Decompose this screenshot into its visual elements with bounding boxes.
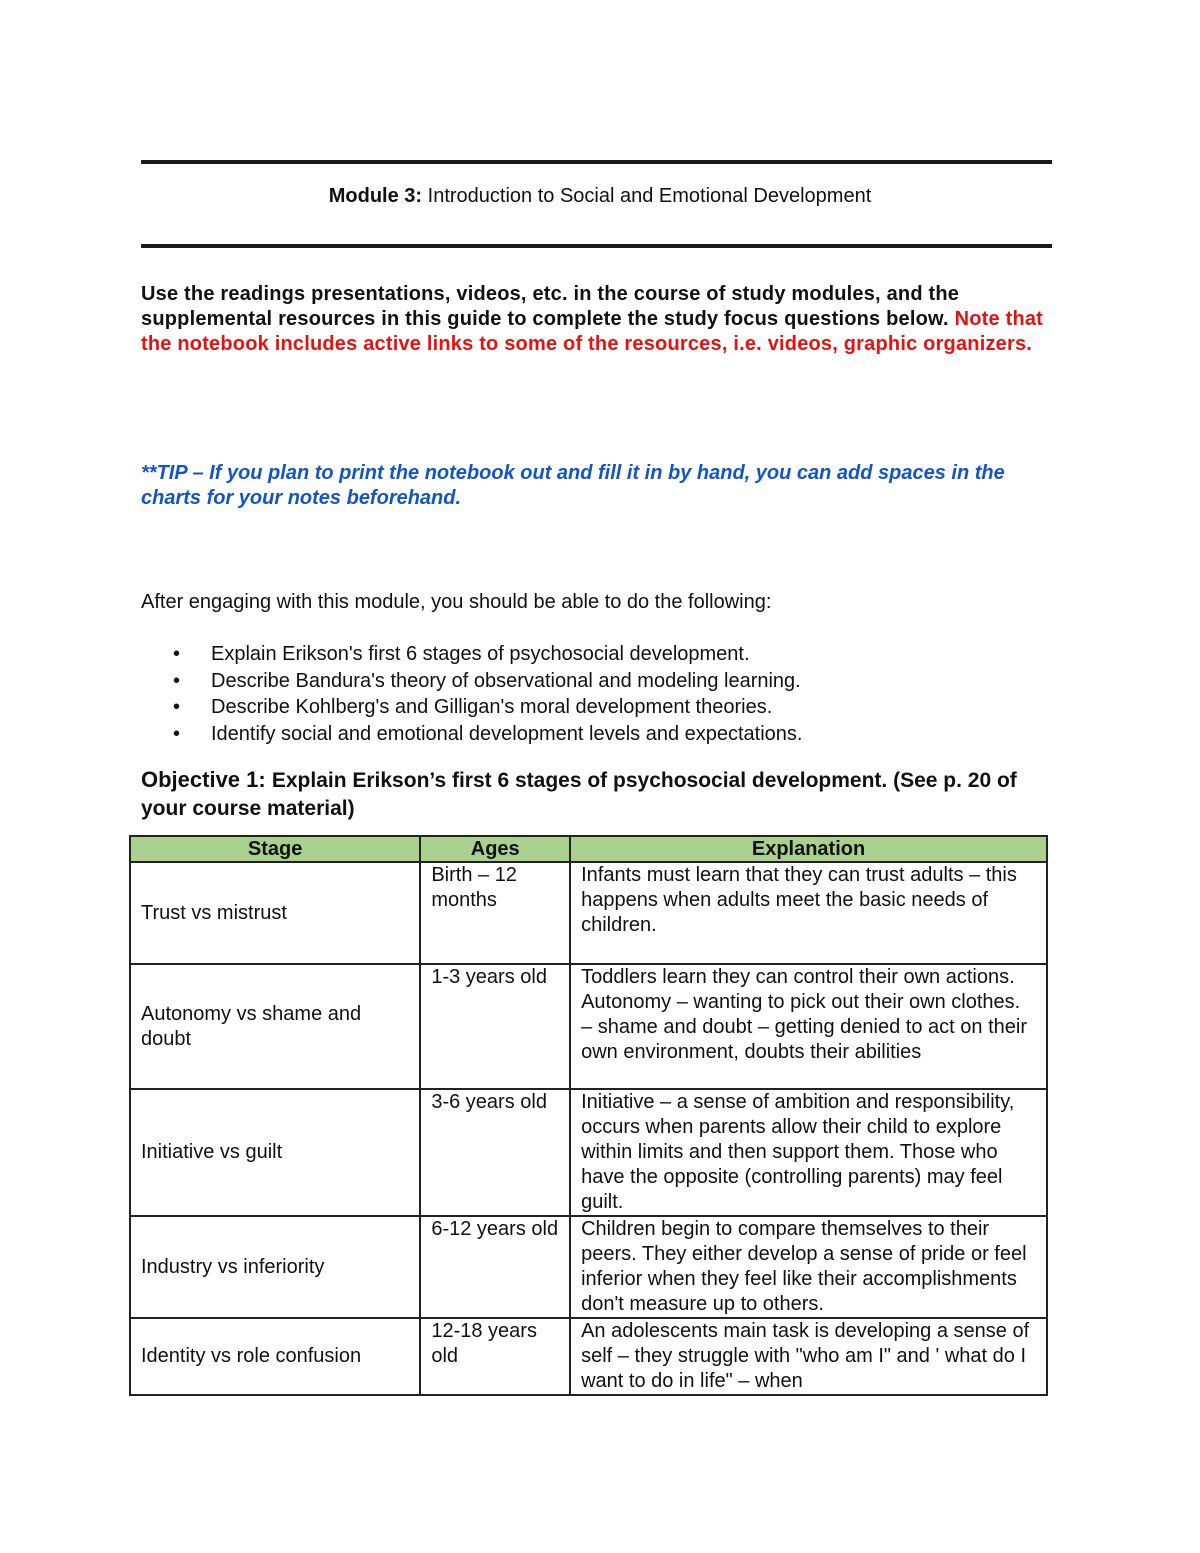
objective-1-heading — [141, 766, 1061, 823]
table-header-row — [130, 836, 1047, 862]
list-item: • Describe Kohlberg's and Gilligan's moral development theories. — [141, 694, 802, 721]
header-rule-top — [141, 160, 1052, 164]
stage-cell: Industry vs inferiority — [130, 1216, 420, 1318]
ages-cell: 1-3 years old — [420, 964, 570, 1089]
explanation-cell: An adolescents main task is developing a sense of self – they struggle with "who am I" and ' what do I want to do in life" – when — [570, 1318, 1047, 1395]
objectives-list — [141, 641, 802, 747]
erikson-stages-table — [129, 835, 1048, 1396]
explanation-cell: Infants must learn that they can trust adults – this happens when adults meet the basic needs of children. — [570, 862, 1047, 964]
tip-paragraph: **TIP – If you plan to print the notebook out and fill it in by hand, you can add spaces in the charts for your notes beforehand. — [141, 462, 1005, 509]
table-row — [130, 964, 1047, 1089]
column-header-ages: Ages — [420, 836, 570, 862]
ages-cell: 12-18 years old — [420, 1318, 570, 1395]
column-header-explanation: Explanation — [570, 836, 1047, 862]
objective-1-text: Explain Erikson’s first 6 stages of psychosocial development. (See p. 20 of your course material) — [141, 769, 1017, 820]
table-row — [130, 1089, 1047, 1216]
table-row — [130, 1216, 1047, 1318]
objective-1-label: Objective 1: — [141, 767, 272, 792]
header-rule-bottom — [141, 244, 1052, 248]
bullet-icon: • — [173, 669, 181, 692]
module-title — [0, 184, 1200, 208]
table-row — [130, 862, 1047, 964]
module-title-text: Introduction to Social and Emotional Development — [422, 185, 872, 207]
column-header-stage: Stage — [130, 836, 420, 862]
ages-cell: 3-6 years old — [420, 1089, 570, 1216]
explanation-cell: Children begin to compare themselves to their peers. They either develop a sense of pride or feel inferior when they feel like their accomplishments don't measure up to others. — [570, 1216, 1047, 1318]
intro-text: Use the readings presentations, videos, etc. in the course of study modules, and the supplemental resources in this guide to complete the study focus questions below. — [141, 283, 960, 330]
explanation-cell: Toddlers learn they can control their own actions. Autonomy – wanting to pick out their own clothes. – shame and doubt – getting denied to act on their own environment, doubts their abilities — [570, 964, 1047, 1089]
stage-cell: Identity vs role confusion — [130, 1318, 420, 1395]
list-item: • Identify social and emotional development levels and expectations. — [141, 721, 802, 748]
list-item: • Describe Bandura's theory of observational and modeling learning. — [141, 668, 802, 695]
bullet-icon: • — [173, 722, 181, 745]
list-item: • Explain Erikson's first 6 stages of psychosocial development. — [141, 641, 802, 668]
intro-paragraph — [141, 282, 1056, 357]
bullet-icon: • — [173, 643, 181, 665]
ages-cell: Birth – 12 months — [420, 862, 570, 964]
intro-note-red: Note that the notebook includes active links to some of the resources, i.e. videos, graphic organizers. — [141, 308, 1044, 355]
explanation-cell: Initiative – a sense of ambition and responsibility, occurs when parents allow their child to explore within limits and then support them. Those who have the opposite (controlling parents) may feel guilt. — [570, 1089, 1047, 1216]
bullet-icon: • — [173, 696, 181, 718]
stage-cell: Initiative vs guilt — [130, 1089, 420, 1216]
objectives-intro: After engaging with this module, you should be able to do the following: — [141, 591, 772, 613]
table-row — [130, 1318, 1047, 1395]
stage-cell: Autonomy vs shame and doubt — [130, 964, 420, 1089]
module-label: Module 3: — [328, 185, 423, 207]
stage-cell: Trust vs mistrust — [130, 862, 420, 964]
ages-cell: 6-12 years old — [420, 1216, 570, 1318]
